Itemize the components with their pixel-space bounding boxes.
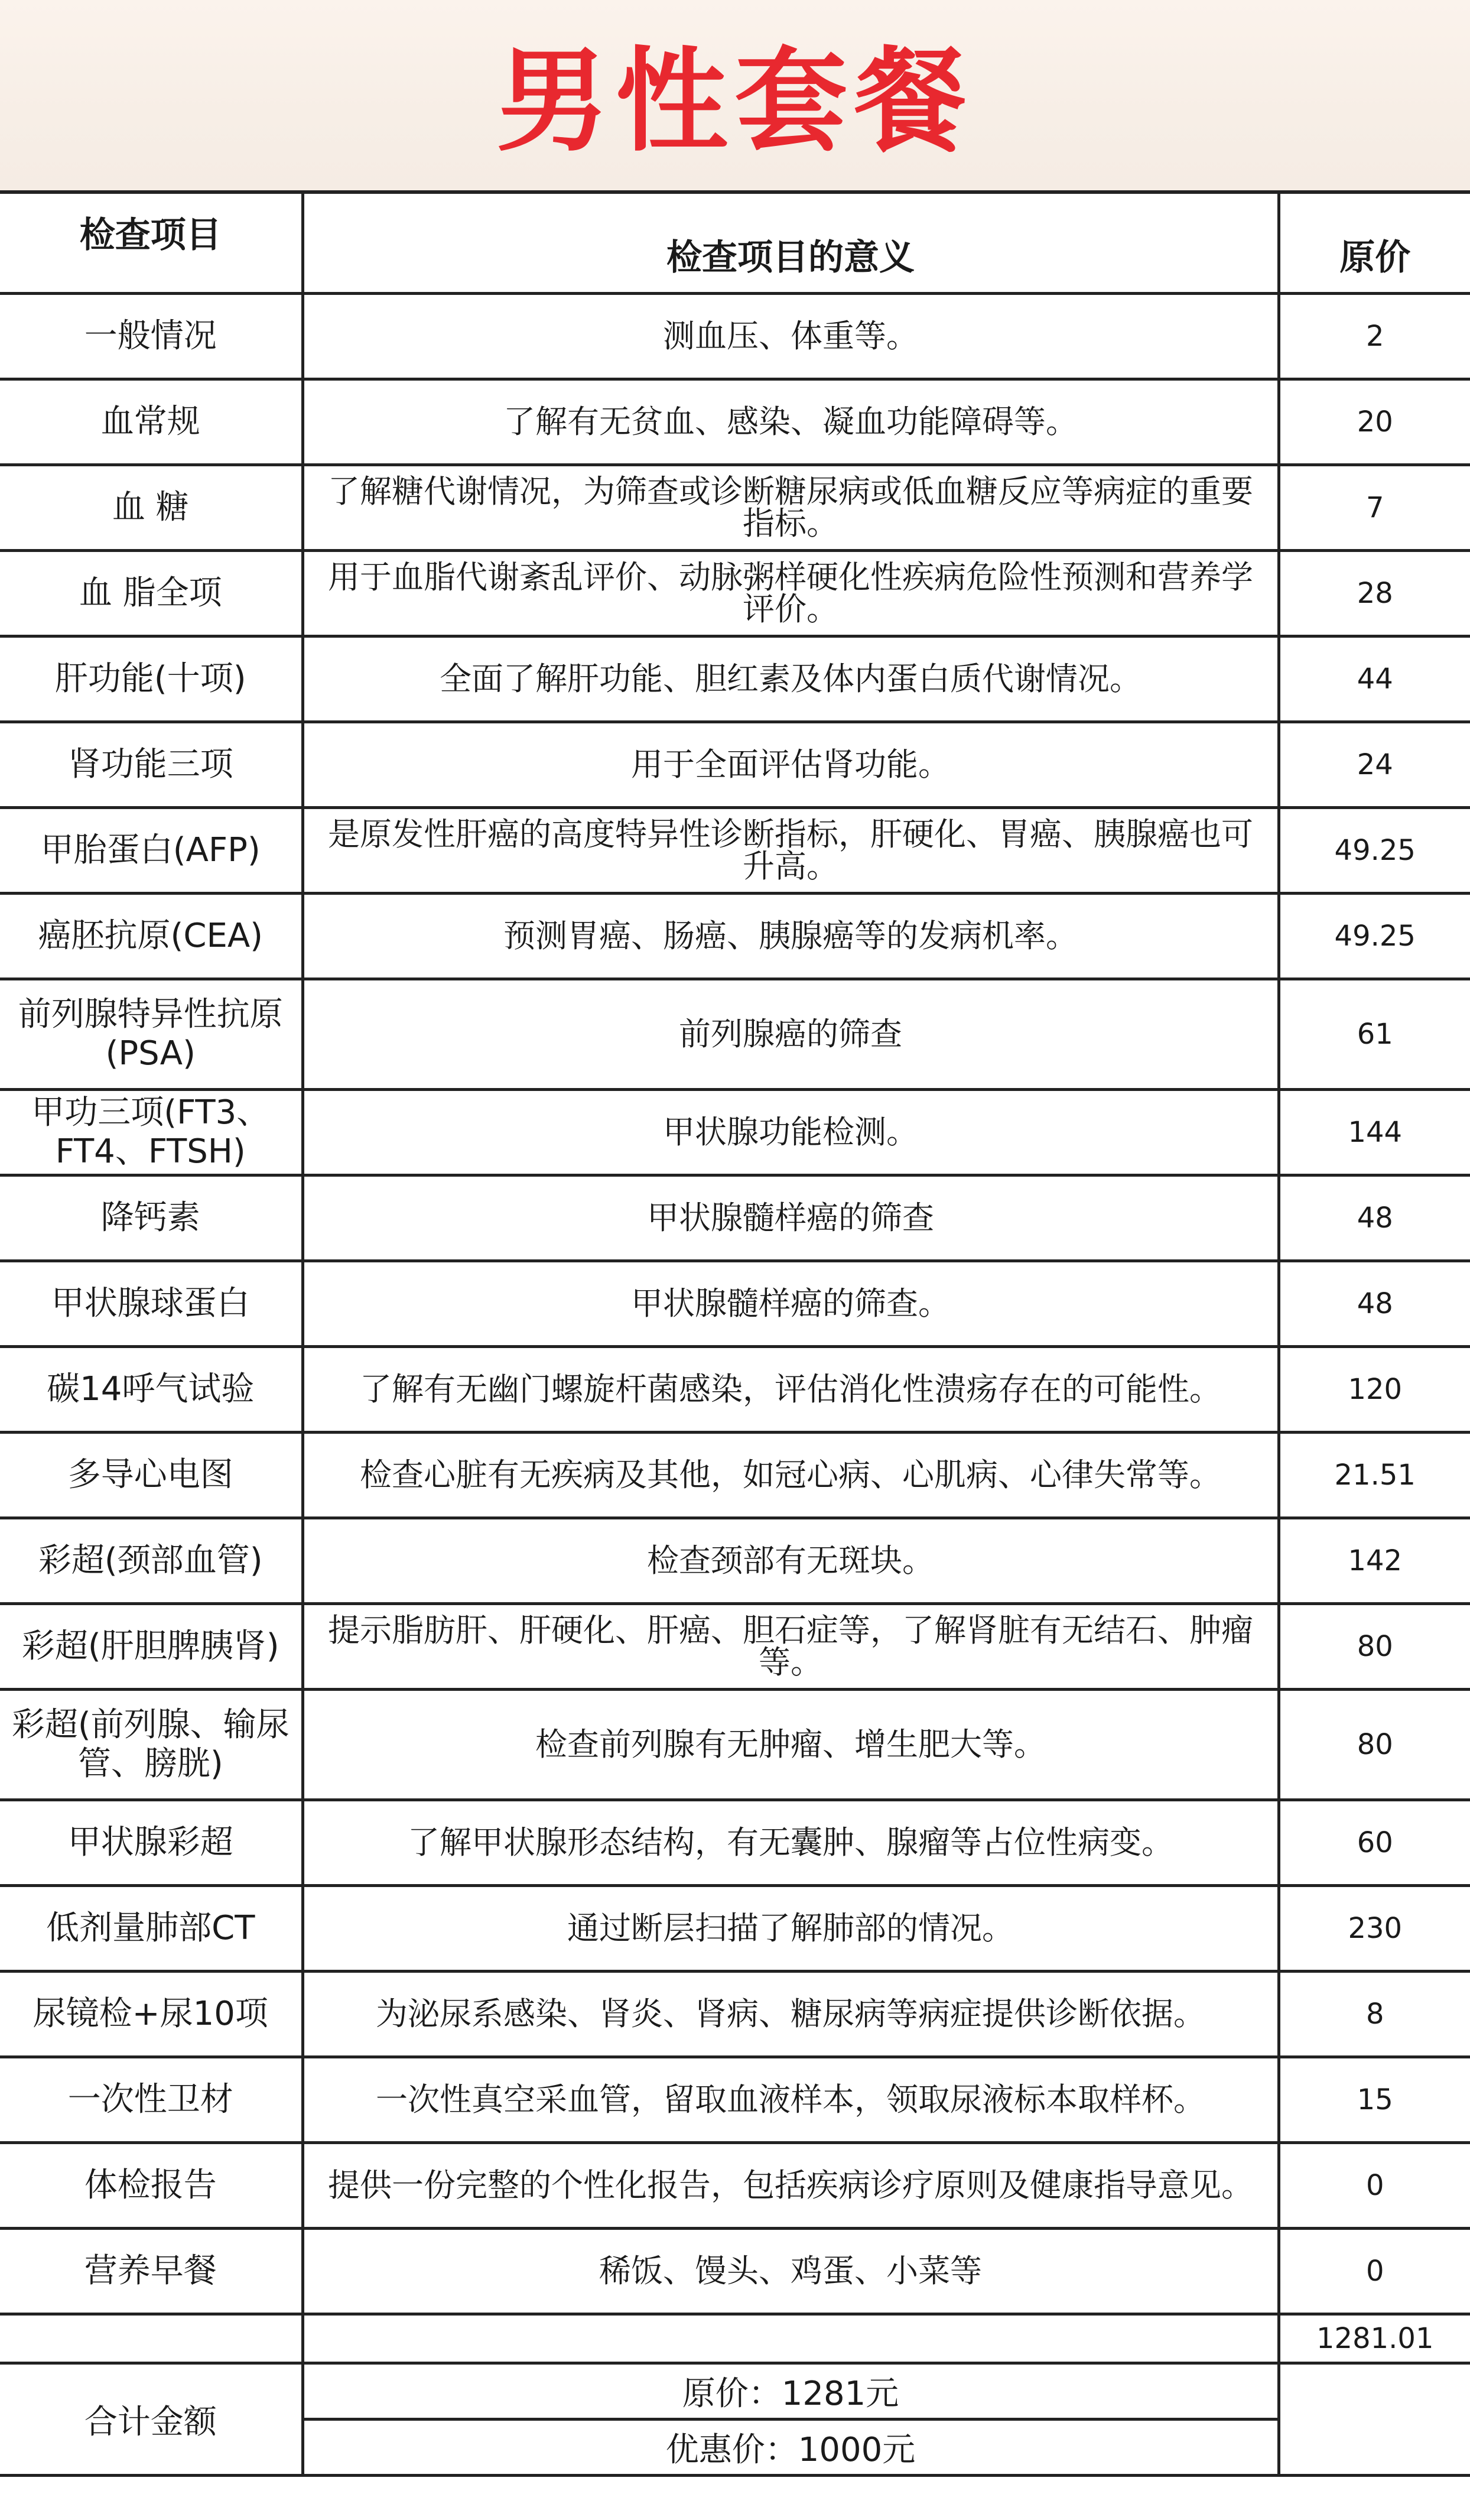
- item-meaning: 了解有无幽门螺旋杆菌感染，评估消化性溃疡存在的可能性。: [303, 1347, 1279, 1433]
- item-name: 血 糖: [0, 465, 303, 551]
- item-name: 彩超(颈部血管): [0, 1518, 303, 1604]
- table-row: [0, 2057, 1470, 2143]
- item-meaning: 稀饭、馒头、鸡蛋、小菜等: [303, 2229, 1279, 2314]
- total-row: [0, 2363, 1470, 2420]
- total-discount-price: 优惠价：1000元: [303, 2420, 1279, 2476]
- table-row: [0, 294, 1470, 379]
- item-price: 60: [1279, 1800, 1470, 1886]
- item-price: 2: [1279, 294, 1470, 379]
- table-header-row: [0, 192, 1470, 294]
- item-name: 一次性卫材: [0, 2057, 303, 2143]
- item-meaning: 用于全面评估肾功能。: [303, 722, 1279, 808]
- item-name: 甲状腺球蛋白: [0, 1261, 303, 1347]
- table-row: [0, 808, 1470, 894]
- table-row: [0, 1972, 1470, 2057]
- item-price: 61: [1279, 979, 1470, 1090]
- table-row: [0, 1175, 1470, 1261]
- item-price: 24: [1279, 722, 1470, 808]
- item-name: 癌胚抗原(CEA): [0, 894, 303, 979]
- table-row: [0, 1604, 1470, 1690]
- item-meaning: 了解糖代谢情况，为筛查或诊断糖尿病或低血糖反应等病症的重要指标。: [303, 465, 1279, 551]
- item-price: 44: [1279, 637, 1470, 722]
- item-name: 彩超(肝胆脾胰肾): [0, 1604, 303, 1690]
- page-title: 男性套餐: [496, 35, 974, 167]
- title-banner: [0, 0, 1470, 190]
- item-meaning: 为泌尿系感染、肾炎、肾病、糖尿病等病症提供诊断依据。: [303, 1972, 1279, 2057]
- column-header-price: 原价: [1279, 192, 1470, 294]
- item-price: 230: [1279, 1886, 1470, 1972]
- item-meaning: 检查心脏有无疾病及其他，如冠心病、心肌病、心律失常等。: [303, 1433, 1279, 1518]
- item-meaning: 了解甲状腺形态结构，有无囊肿、腺瘤等占位性病变。: [303, 1800, 1279, 1886]
- item-meaning: 甲状腺髓样癌的筛查。: [303, 1261, 1279, 1347]
- table-row: [0, 979, 1470, 1090]
- item-meaning: 通过断层扫描了解肺部的情况。: [303, 1886, 1279, 1972]
- item-price: 15: [1279, 2057, 1470, 2143]
- table-row: [0, 722, 1470, 808]
- item-meaning: 测血压、体重等。: [303, 294, 1279, 379]
- table-row: [0, 1347, 1470, 1433]
- exam-table: [0, 190, 1470, 2477]
- item-price: 48: [1279, 1261, 1470, 1347]
- item-meaning: 用于血脂代谢紊乱评价、动脉粥样硬化性疾病危险性预测和营养学评价。: [303, 551, 1279, 637]
- item-price: 48: [1279, 1175, 1470, 1261]
- item-name: 多导心电图: [0, 1433, 303, 1518]
- table-row: [0, 1518, 1470, 1604]
- total-empty-cell: [1279, 2363, 1470, 2476]
- item-name: 尿镜检+尿10项: [0, 1972, 303, 2057]
- item-meaning: 检查颈部有无斑块。: [303, 1518, 1279, 1604]
- item-meaning: 甲状腺功能检测。: [303, 1090, 1279, 1175]
- item-price: 80: [1279, 1604, 1470, 1690]
- item-price: 20: [1279, 379, 1470, 465]
- exam-table-area: [0, 190, 1470, 2520]
- item-meaning: 提供一份完整的个性化报告，包括疾病诊疗原则及健康指导意见。: [303, 2143, 1279, 2229]
- table-row: [0, 551, 1470, 637]
- item-name: 一般情况: [0, 294, 303, 379]
- subtotal-empty-cell: [303, 2314, 1279, 2363]
- total-label: 合计金额: [0, 2363, 303, 2476]
- table-row: [0, 2229, 1470, 2314]
- table-row: [0, 1886, 1470, 1972]
- table-row: [0, 1433, 1470, 1518]
- subtotal-empty-cell: [0, 2314, 303, 2363]
- item-meaning: 是原发性肝癌的高度特异性诊断指标，肝硬化、胃癌、胰腺癌也可升高。: [303, 808, 1279, 894]
- item-meaning: 甲状腺髓样癌的筛查: [303, 1175, 1279, 1261]
- table-row: [0, 465, 1470, 551]
- item-name: 营养早餐: [0, 2229, 303, 2314]
- item-name: 低剂量肺部CT: [0, 1886, 303, 1972]
- item-price: 120: [1279, 1347, 1470, 1433]
- item-price: 21.51: [1279, 1433, 1470, 1518]
- item-name: 降钙素: [0, 1175, 303, 1261]
- item-name: 甲胎蛋白(AFP): [0, 808, 303, 894]
- item-name: 血常规: [0, 379, 303, 465]
- item-price: 28: [1279, 551, 1470, 637]
- subtotal-value: 1281.01: [1279, 2314, 1470, 2363]
- item-name: 肾功能三项: [0, 722, 303, 808]
- item-price: 0: [1279, 2143, 1470, 2229]
- item-meaning: 一次性真空采血管，留取血液样本，领取尿液标本取样杯。: [303, 2057, 1279, 2143]
- item-price: 80: [1279, 1690, 1470, 1800]
- table-row: [0, 637, 1470, 722]
- item-price: 49.25: [1279, 808, 1470, 894]
- item-meaning: 检查前列腺有无肿瘤、增生肥大等。: [303, 1690, 1279, 1800]
- item-meaning: 提示脂肪肝、肝硬化、肝癌、胆石症等，了解肾脏有无结石、肿瘤等。: [303, 1604, 1279, 1690]
- item-name: 前列腺特异性抗原(PSA): [0, 979, 303, 1090]
- column-header-item: 检查项目: [0, 192, 303, 294]
- item-meaning: 了解有无贫血、感染、凝血功能障碍等。: [303, 379, 1279, 465]
- item-price: 142: [1279, 1518, 1470, 1604]
- total-original-price: 原价：1281元: [303, 2363, 1279, 2420]
- item-name: 碳14呼气试验: [0, 1347, 303, 1433]
- item-name: 肝功能(十项): [0, 637, 303, 722]
- item-price: 7: [1279, 465, 1470, 551]
- item-price: 8: [1279, 1972, 1470, 2057]
- item-meaning: 预测胃癌、肠癌、胰腺癌等的发病机率。: [303, 894, 1279, 979]
- table-row: [0, 1800, 1470, 1886]
- table-row: [0, 2143, 1470, 2229]
- table-row: [0, 1690, 1470, 1800]
- table-row: [0, 894, 1470, 979]
- item-price: 49.25: [1279, 894, 1470, 979]
- table-row: [0, 1090, 1470, 1175]
- item-name: 甲状腺彩超: [0, 1800, 303, 1886]
- item-name: 血 脂全项: [0, 551, 303, 637]
- item-meaning: 前列腺癌的筛查: [303, 979, 1279, 1090]
- item-price: 144: [1279, 1090, 1470, 1175]
- subtotal-row: [0, 2314, 1470, 2363]
- item-meaning: 全面了解肝功能、胆红素及体内蛋白质代谢情况。: [303, 637, 1279, 722]
- item-name: 体检报告: [0, 2143, 303, 2229]
- table-row: [0, 379, 1470, 465]
- item-price: 0: [1279, 2229, 1470, 2314]
- item-name: 甲功三项(FT3、FT4、FTSH): [0, 1090, 303, 1175]
- table-row: [0, 1261, 1470, 1347]
- column-header-meaning: 检查项目的意义: [303, 192, 1279, 294]
- item-name: 彩超(前列腺、输尿管、膀胱): [0, 1690, 303, 1800]
